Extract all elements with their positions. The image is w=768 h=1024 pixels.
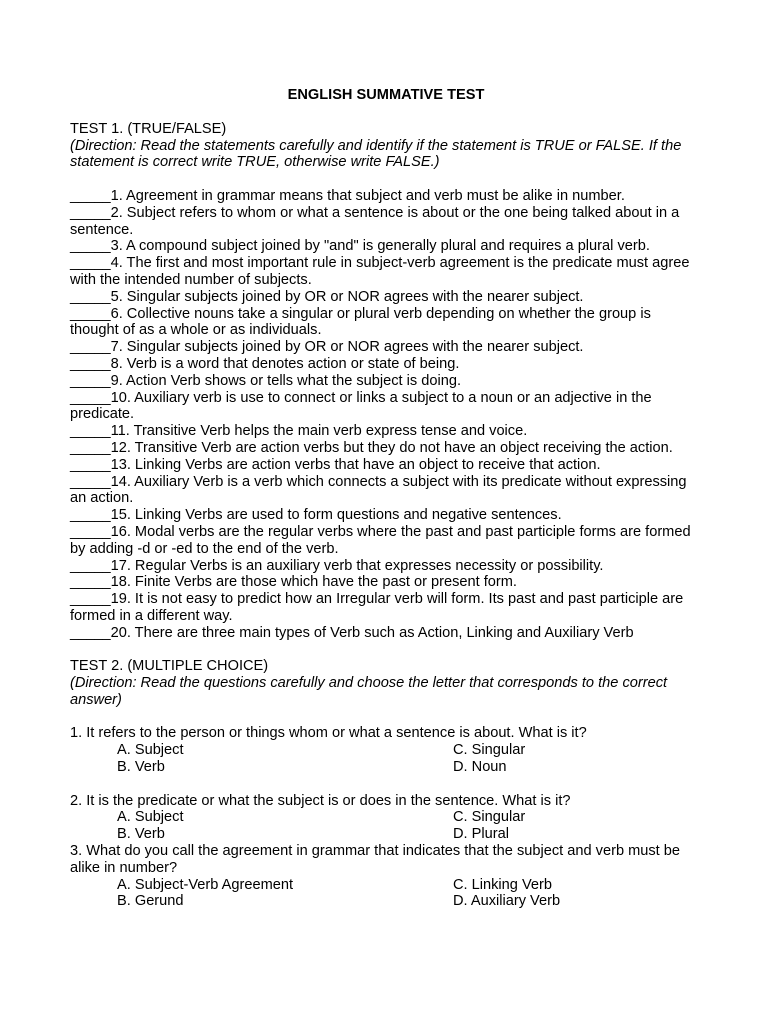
answer-options [70, 742, 702, 776]
test1-heading: TEST 1. (TRUE/FALSE) [70, 120, 227, 137]
true-false-item: _____12. Transitive Verb are action verbs but they do not have an object receiving the action. [70, 439, 673, 456]
option-b: B. Verb [117, 826, 165, 843]
true-false-item: _____14. Auxiliary Verb is a verb which connects a subject with its predicate without expressing an action. [70, 473, 687, 507]
question-text: 3. What do you call the agreement in grammar that indicates that the subject and verb must be alike in number? [70, 843, 681, 876]
answer-options [70, 877, 702, 911]
true-false-item: _____17. Regular Verbs is an auxiliary verb that expresses necessity or possibility. [70, 557, 604, 574]
true-false-item: _____4. The first and most important rule in subject-verb agreement is the predicate must agree with the intended number of subjects. [70, 255, 690, 288]
answer-options [70, 809, 702, 843]
true-false-item: _____16. Modal verbs are the regular verbs where the past and past participle forms are formed by adding -d or -ed to the end of the verb. [70, 523, 691, 557]
option-c: C. Linking Verb [453, 876, 552, 893]
test1-items [70, 188, 702, 642]
spacer [70, 171, 702, 188]
option-d: D. Plural [453, 826, 509, 843]
option-b: B. Verb [117, 759, 165, 776]
true-false-item: _____15. Linking Verbs are used to form questions and negative sentences. [70, 507, 562, 524]
spacer [70, 709, 702, 726]
document-content [70, 87, 702, 910]
question-text: 2. It is the predicate or what the subject is or does in the sentence. What is it? [70, 792, 571, 809]
true-false-item: _____3. A compound subject joined by "and" is generally plural and requires a plural verb. [70, 238, 650, 255]
true-false-item: _____10. Auxiliary verb is use to connect or links a subject to a noun or an adjective in the predicate. [70, 389, 652, 423]
true-false-item: _____1. Agreement in grammar means that subject and verb must be alike in number. [70, 187, 625, 204]
option-c: C. Singular [453, 742, 526, 759]
option-a: A. Subject [117, 809, 184, 826]
question-text: 1. It refers to the person or things whom or what a sentence is about. What is it? [70, 725, 587, 742]
option-a: A. Subject [117, 742, 184, 759]
test2-direction: (Direction: Read the questions carefully and choose the letter that corresponds to the correct answer) [70, 675, 668, 708]
option-a: A. Subject-Verb Agreement [117, 876, 294, 893]
question-block [70, 725, 702, 775]
option-b: B. Gerund [117, 893, 184, 910]
true-false-item: _____13. Linking Verbs are action verbs that have an object to receive that action. [70, 456, 601, 473]
true-false-item: _____9. Action Verb shows or tells what the subject is doing. [70, 372, 462, 389]
test1-direction: (Direction: Read the statements carefully and identify if the statement is TRUE or FALSE. If the statement is correct write TRUE, otherwise write FALSE.) [70, 137, 682, 171]
question-block [70, 793, 702, 843]
question-block [70, 843, 702, 910]
option-d: D. Auxiliary Verb [453, 893, 561, 910]
true-false-item: _____7. Singular subjects joined by OR or NOR agrees with the nearer subject. [70, 339, 584, 356]
option-d: D. Noun [453, 759, 507, 776]
option-c: C. Singular [453, 809, 526, 826]
spacer [70, 642, 702, 659]
true-false-item: _____19. It is not easy to predict how an Irregular verb will form. Its past and past participle are formed in a different way. [70, 591, 684, 624]
true-false-item: _____18. Finite Verbs are those which have the past or present form. [70, 574, 517, 591]
true-false-item: _____6. Collective nouns take a singular or plural verb depending on whether the group is thought of as a whole or as individuals. [70, 305, 651, 339]
true-false-item: _____2. Subject refers to whom or what a sentence is about or the one being talked about in a sentence. [70, 204, 680, 238]
spacer [70, 776, 702, 793]
test2-heading: TEST 2. (MULTIPLE CHOICE) [70, 658, 269, 675]
true-false-item: _____20. There are three main types of Verb such as Action, Linking and Auxiliary Verb [70, 624, 634, 641]
true-false-item: _____5. Singular subjects joined by OR or NOR agrees with the nearer subject. [70, 288, 584, 305]
document-title: ENGLISH SUMMATIVE TEST [287, 87, 485, 103]
true-false-item: _____8. Verb is a word that denotes action or state of being. [70, 355, 460, 372]
true-false-item: _____11. Transitive Verb helps the main verb express tense and voice. [70, 423, 528, 440]
